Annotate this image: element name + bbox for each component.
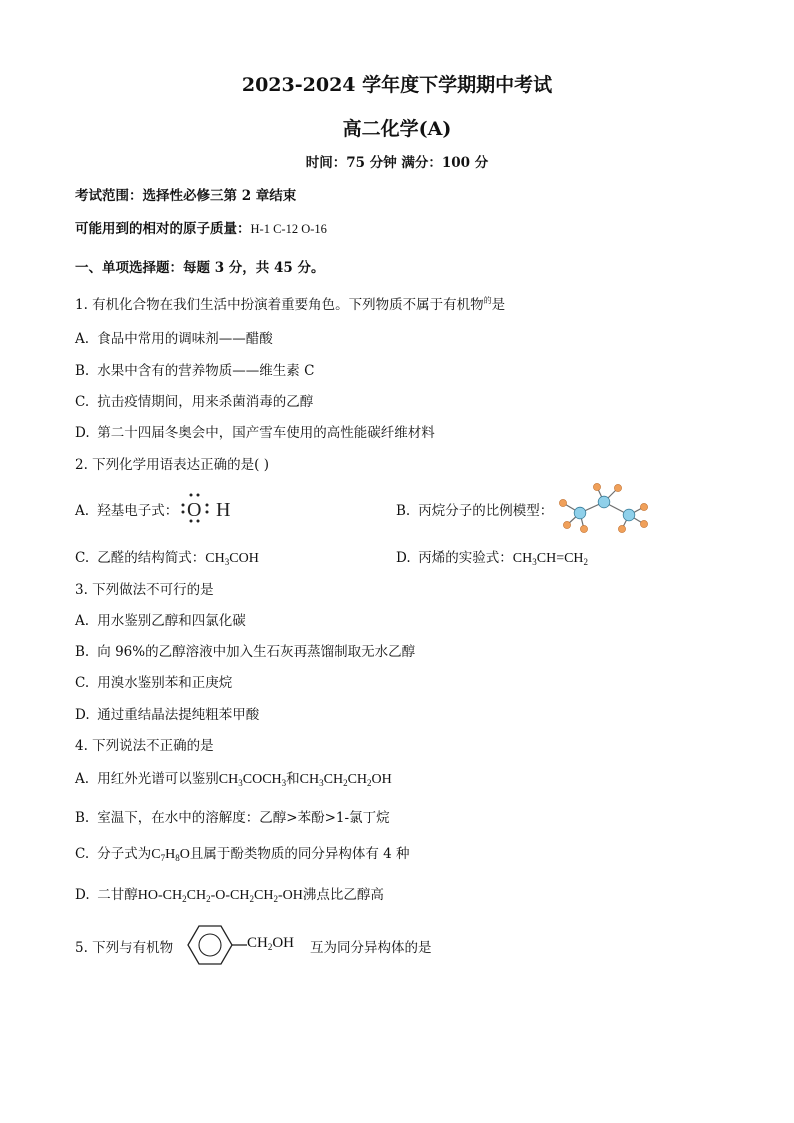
question-4-option-a: A. 用红外光谱可以鉴别$CH_3COCH_3$和$CH_3CH_2CH_2OH$ [75,771,392,788]
acetone-formula: $CH_3COCH_3$ [218,772,287,788]
question-3-stem: 3. 下列做法不可行的是 [75,582,214,598]
question-1-stem [75,293,505,313]
propanol-formula: $CH_3CH_2CH_2OH$ [299,772,392,788]
question-1-option-a: A. 食品中常用的调味剂——醋酸 [75,331,273,347]
question-2-stem: 2. 下列化学用语表达正确的是( ) [75,457,269,473]
question-1-tick: 的 [483,296,492,305]
hydrogen-symbol: H [216,499,231,521]
oxygen-symbol: O [187,499,202,521]
cresol-molecular-formula: $C_7H_8O$ [151,847,190,863]
electron-dot-diagram [178,491,238,525]
question-4-option-c: C. 分子式为$C_7H_8O$且属于酚类物质的同分异构体有 4 种 [75,846,410,863]
diethylene-glycol-formula: $HO-CH_2CH_2-O-CH_2CH_2-OH$ [137,888,303,904]
atomic-mass-values: H-1 C-12 O-16 [250,222,327,236]
question-5-stem-end: 互为同分异构体的是 [310,940,432,956]
question-1-text: 1. 有机化合物在我们生活中扮演着重要角色。下列物质不属于有机物 [75,297,484,313]
question-1-text-end: 是 [491,297,506,313]
benzene-ring-structure [177,922,249,968]
exam-subtitle: 高二化学(A) [342,118,452,140]
hydroxyl-electron-formula [178,491,238,525]
propane-model-image [556,482,652,534]
exam-title: 2023-2024 学年度下学期期中考试 [241,74,553,96]
question-1-option-d: D. 第二十四届冬奥会中，国产雪车使用的高性能碳纤维材料 [75,425,435,441]
question-4-stem: 4. 下列说法不正确的是 [75,738,214,754]
question-2-option-a: A. 羟基电子式： [75,503,179,519]
question-3-option-c: C. 用溴水鉴别苯和正庚烷 [75,675,233,691]
time-info: 时间：75 分钟 满分：100 分 [305,155,489,171]
propane-space-filling-model [556,482,652,534]
atomic-mass-line [75,217,327,237]
question-1-option-c: C. 抗击疫情期间，用来杀菌消毒的乙醇 [75,394,314,410]
question-3-option-d: D. 通过重结晶法提纯粗苯甲酸 [75,707,260,723]
question-1-option-b: B. 水果中含有的营养物质——维生素 C [75,363,315,379]
question-4-option-b: B. 室温下，在水中的溶解度：乙醇>苯酚>1-氯丁烷 [75,810,390,826]
question-2-option-b: B. 丙烷分子的比例模型： [396,503,554,519]
acetaldehyde-formula: $CH_3COH$ [205,551,259,567]
section-heading: 一、单项选择题：每题 3 分，共 45 分。 [75,260,325,276]
question-2-option-c: C. 乙醛的结构简式：$CH_3COH$ [75,550,259,567]
benzyl-ring-icon [177,922,249,968]
hydroxymethyl-group: $CH_2OH$ [247,935,295,952]
question-2-option-d: D. 丙烯的实验式：$CH_3CH=CH_2$ [396,550,589,567]
question-3-option-b: B. 向 96%的乙醇溶液中加入生石灰再蒸馏制取无水乙醇 [75,644,416,660]
question-5-stem-start: 5. 下列与有机物 [75,940,174,956]
propene-formula: $CH_3CH=CH_2$ [512,551,589,567]
exam-scope: 考试范围：选择性必修三第 2 章结束 [75,188,297,204]
question-4-option-d: D. 二甘醇$HO-CH_2CH_2-O-CH_2CH_2-OH$沸点比乙醇高 [75,887,384,904]
question-3-option-a: A. 用水鉴别乙醇和四氯化碳 [75,613,246,629]
atomic-mass-label: 可能用到的相对的原子质量： [75,221,251,237]
